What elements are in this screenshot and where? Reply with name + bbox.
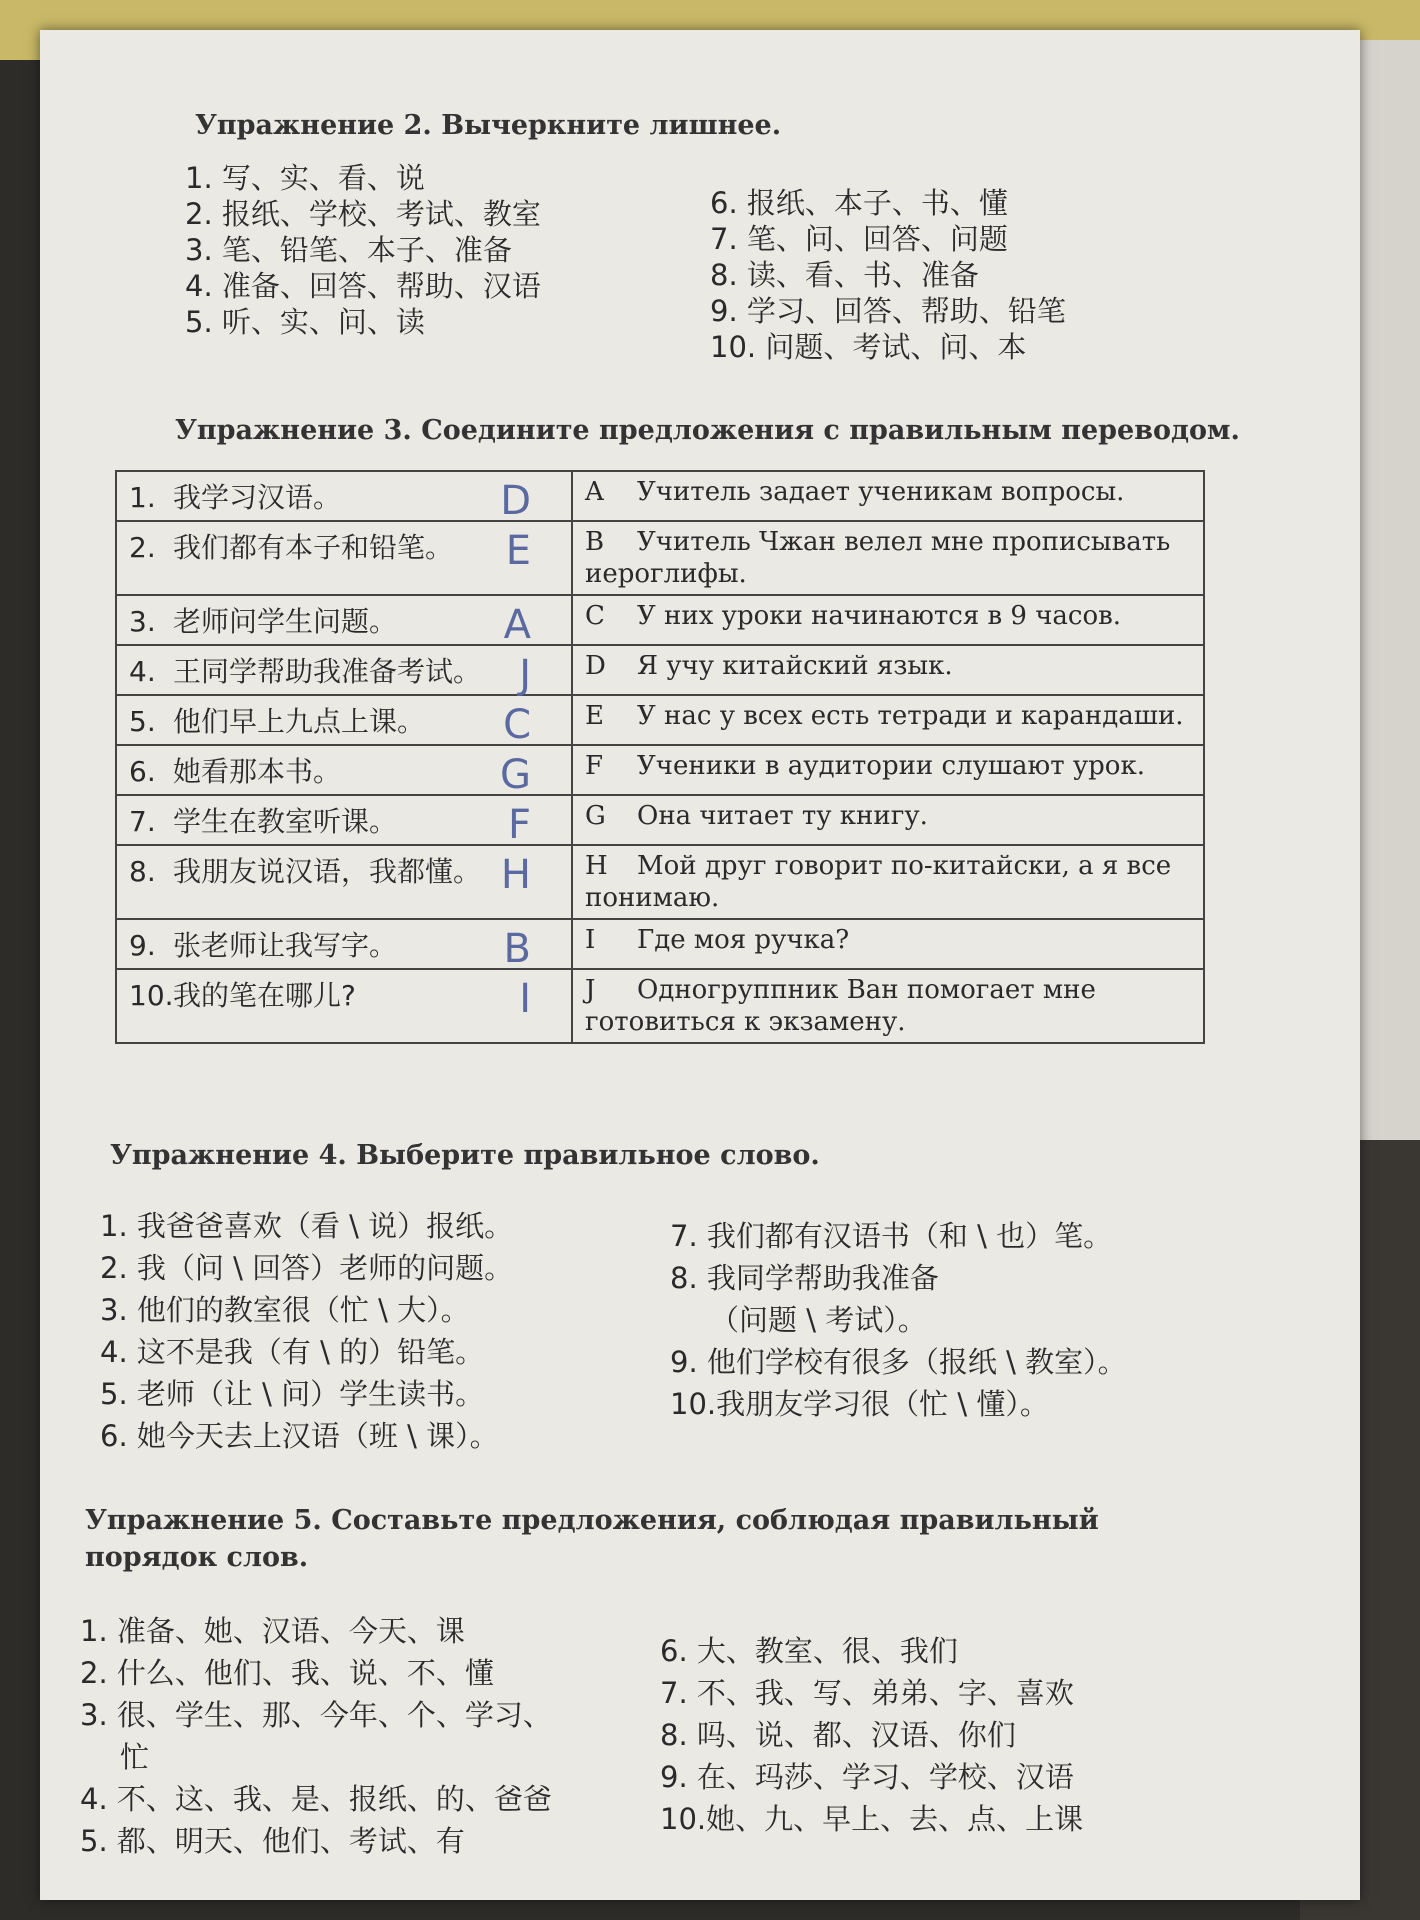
russian-translation: Мой друг говорит по-китайски, а я все понимаю.	[585, 851, 1172, 913]
list-item: 7. 我们都有汉语书（和 \ 也）笔。	[670, 1219, 1113, 1253]
russian-translation: Ученики в аудитории слушают урок.	[637, 751, 1145, 781]
handwritten-answer: D	[500, 478, 531, 524]
list-item: 2. 我（问 \ 回答）老师的问题。	[100, 1251, 514, 1285]
translation-cell	[572, 471, 1204, 521]
chinese-sentence: 她看那本书。	[173, 755, 342, 788]
chinese-sentence-cell	[116, 645, 572, 698]
list-item: 9. 在、玛莎、学习、学校、汉语	[660, 1760, 1074, 1794]
list-item: 6. 报纸、本子、书、懂	[710, 186, 1008, 220]
option-letter: F	[585, 751, 604, 781]
list-item: 9. 他们学校有很多（报纸 \ 教室）。	[670, 1345, 1127, 1379]
ex4-left-list	[100, 1205, 513, 1457]
option-letter: D	[585, 651, 606, 681]
handwritten-answer: I	[519, 976, 531, 1022]
table-row	[116, 471, 1204, 521]
row-number: 1.	[129, 481, 156, 514]
option-letter: I	[585, 925, 596, 955]
list-item: 7. 笔、问、回答、问题	[710, 222, 1008, 256]
option-letter: B	[585, 527, 605, 557]
ex3-heading: Упражнение 3. Соедините предложения с правильным переводом.	[175, 415, 1240, 446]
option-letter: C	[585, 601, 605, 631]
russian-translation: У них уроки начинаются в 9 часов.	[637, 601, 1122, 631]
chinese-sentence: 王同学帮助我准备考试。	[173, 655, 482, 688]
russian-translation: Учитель Чжан велел мне прописывать иероглифы.	[585, 527, 1171, 589]
row-number: 9.	[129, 929, 156, 962]
ex2-heading: Упражнение 2. Вычеркните лишнее.	[195, 110, 782, 141]
row-number: 6.	[129, 755, 156, 788]
ex2-left-list	[185, 160, 541, 340]
chinese-sentence: 我学习汉语。	[173, 481, 342, 514]
handwritten-answer: J	[519, 652, 531, 698]
table-row	[116, 595, 1204, 645]
list-item: 4. 这不是我（有 \ 的）铅笔。	[100, 1335, 485, 1369]
handwritten-answer: C	[503, 702, 531, 748]
option-letter: E	[585, 701, 604, 731]
handwritten-answer: F	[507, 802, 531, 848]
ex5-right-list	[660, 1630, 1083, 1840]
handwritten-answer: A	[503, 602, 531, 648]
translation-cell	[572, 745, 1204, 795]
table-row	[116, 919, 1204, 969]
table-row	[116, 969, 1204, 1043]
translation-cell	[572, 919, 1204, 969]
list-item: 4. 不、这、我、是、报纸、的、爸爸	[80, 1782, 552, 1816]
russian-translation: У нас у всех есть тетради и карандаши.	[637, 701, 1184, 731]
russian-translation: Я учу китайский язык.	[637, 651, 953, 681]
list-item: （问题 \ 考试）。	[710, 1303, 927, 1337]
chinese-sentence-cell	[116, 969, 572, 1043]
chinese-sentence-cell	[116, 845, 572, 919]
row-number: 3.	[129, 605, 156, 638]
matching-table	[115, 470, 1205, 1044]
list-item: 7. 不、我、写、弟弟、字、喜欢	[660, 1676, 1074, 1710]
handwritten-answer: E	[505, 528, 531, 574]
russian-translation: Учитель задает ученикам вопросы.	[637, 477, 1125, 507]
list-item: 1. 我爸爸喜欢（看 \ 说）报纸。	[100, 1209, 514, 1243]
chinese-sentence-cell	[116, 695, 572, 748]
list-item: 2. 报纸、学校、考试、教室	[185, 197, 541, 231]
list-item: 10.我朋友学习很（忙 \ 懂）。	[670, 1387, 1049, 1421]
row-number: 10.	[129, 979, 174, 1012]
row-number: 7.	[129, 805, 156, 838]
ex5-heading-line2: порядок слов.	[85, 1542, 309, 1573]
worksheet-page	[40, 30, 1360, 1900]
table-row	[116, 645, 1204, 695]
list-item: 8. 读、看、书、准备	[710, 258, 979, 292]
list-item: 5. 老师（让 \ 问）学生读书。	[100, 1377, 485, 1411]
table-row	[116, 521, 1204, 595]
list-item: 10.她、九、早上、去、点、上课	[660, 1802, 1084, 1836]
row-number: 2.	[129, 531, 156, 564]
row-number: 4.	[129, 655, 156, 688]
translation-cell	[572, 695, 1204, 745]
option-letter: J	[585, 975, 596, 1005]
chinese-sentence-cell	[116, 919, 572, 972]
chinese-sentence-cell	[116, 521, 572, 595]
translation-cell	[572, 521, 1204, 595]
list-item: 忙	[120, 1740, 150, 1774]
row-number: 8.	[129, 855, 156, 888]
table-row	[116, 695, 1204, 745]
option-letter: A	[585, 477, 604, 507]
list-item: 3. 笔、铅笔、本子、准备	[185, 233, 512, 267]
chinese-sentence: 我朋友说汉语，我都懂。	[173, 855, 482, 888]
ex4-heading: Упражнение 4. Выберите правильное слово.	[110, 1140, 820, 1171]
option-letter: G	[585, 801, 606, 831]
chinese-sentence-cell	[116, 795, 572, 848]
list-item: 10. 问题、考试、问、本	[710, 330, 1027, 364]
translation-cell	[572, 795, 1204, 845]
list-item: 3. 很、学生、那、今年、个、学习、	[80, 1698, 552, 1732]
list-item: 8. 我同学帮助我准备	[670, 1261, 939, 1295]
list-item: 2. 什么、他们、我、说、不、懂	[80, 1656, 494, 1690]
list-item: 8. 吗、说、都、汉语、你们	[660, 1718, 1016, 1752]
list-item: 1. 准备、她、汉语、今天、课	[80, 1614, 465, 1648]
table-row	[116, 845, 1204, 919]
ex4-right-list	[670, 1215, 1127, 1425]
list-item: 3. 他们的教室很（忙 \ 大）。	[100, 1293, 470, 1327]
chinese-sentence: 我的笔在哪儿?	[173, 979, 356, 1012]
translation-cell	[572, 645, 1204, 695]
list-item: 9. 学习、回答、帮助、铅笔	[710, 294, 1066, 328]
russian-translation: Где моя ручка?	[637, 925, 850, 955]
translation-cell	[572, 595, 1204, 645]
chinese-sentence: 老师问学生问题。	[173, 605, 398, 638]
chinese-sentence: 我们都有本子和铅笔。	[173, 531, 454, 564]
chinese-sentence-cell	[116, 471, 572, 524]
chinese-sentence-cell	[116, 595, 572, 648]
russian-translation: Она читает ту книгу.	[637, 801, 928, 831]
row-number: 5.	[129, 705, 156, 738]
handwritten-answer: G	[500, 752, 531, 798]
handwritten-answer: H	[500, 852, 531, 898]
ex5-left-list	[80, 1610, 552, 1862]
list-item: 6. 大、教室、很、我们	[660, 1634, 958, 1668]
translation-cell	[572, 969, 1204, 1043]
option-letter: H	[585, 851, 608, 881]
chinese-sentence: 张老师让我写字。	[173, 929, 398, 962]
ex5-heading: Упражнение 5. Составьте предложения, соблюдая правильный	[85, 1505, 1099, 1536]
translation-cell	[572, 845, 1204, 919]
list-item: 4. 准备、回答、帮助、汉语	[185, 269, 541, 303]
table-row	[116, 745, 1204, 795]
chinese-sentence: 学生在教室听课。	[173, 805, 398, 838]
chinese-sentence-cell	[116, 745, 572, 798]
ex2-right-list	[710, 185, 1066, 365]
handwritten-answer: B	[503, 926, 531, 972]
list-item: 5. 听、实、问、读	[185, 305, 425, 339]
list-item: 5. 都、明天、他们、考试、有	[80, 1824, 465, 1858]
chinese-sentence: 他们早上九点上课。	[173, 705, 426, 738]
table-row	[116, 795, 1204, 845]
russian-translation: Одногруппник Ван помогает мне готовиться к экзамену.	[585, 975, 1096, 1037]
list-item: 6. 她今天去上汉语（班 \ 课）。	[100, 1419, 499, 1453]
list-item: 1. 写、实、看、说	[185, 161, 425, 195]
